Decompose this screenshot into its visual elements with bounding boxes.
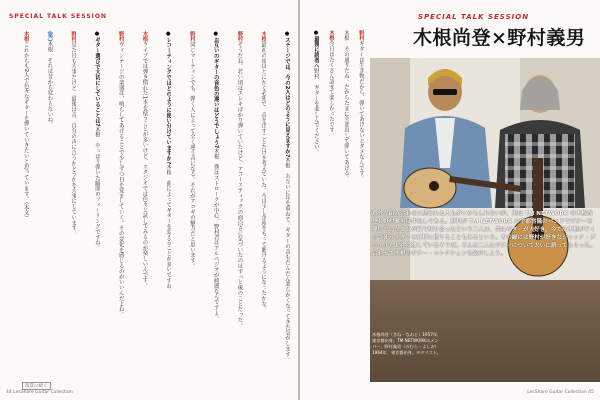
body-text: 木根 その通りだね。だからたまに全部出して弾いてあげる。 [343, 30, 349, 182]
question-text: ●お互いのギターの音色の違いはどうでしょう? [212, 31, 219, 149]
magazine-title: LesShare Guitar Collection [527, 390, 587, 395]
body-text: 木根 それは昔から変わらないね。 [46, 41, 53, 128]
speaker-name: 野村 [358, 30, 364, 41]
body-text: ヴィンテージの楽器は、鳴らしてあげることで少しずつ目を覚ましていく。その変化を感じるのがいいんだよね。 [117, 41, 124, 318]
photo-lower-area [370, 280, 600, 382]
question-text: ●ステージでは、今の2人はどのように見えますか? [284, 31, 290, 158]
body-text: 木根 曲によってギターを変えることが多いですね。 [165, 164, 172, 294]
body-text: 同じマーティンでも、弾く人によって全く違う音になる。それがアコギの魅力だと思います。 [189, 41, 195, 269]
photo-caption: 木根尚登（きね・なおと）1957年、東京都出身。TM NETWORKのメンバー。野村義男（のむら・よしお）1964年、東京都出身。ギタリスト。 [372, 332, 442, 355]
body-text: これからも2人で色々なギターを弾いていきたいと思っています。 [22, 41, 29, 202]
question-text: ●最後に読者へ [313, 30, 319, 69]
body-text: 木根 お互いに年を重ねて、ギターの音もだんだん柔らかくなってきた気がします。 [284, 157, 290, 363]
speaker-name: 木根 [260, 31, 267, 42]
speaker-name: 木根 [22, 31, 29, 42]
right-interview-column [336, 30, 349, 382]
left-interview-column [222, 31, 243, 383]
body-text: 野村 ギターを楽しんでください。 [313, 68, 319, 155]
left-interview-column [8, 31, 29, 383]
body-text: 木根 僕はストロークが中心。野村君はアルペジオが綺麗なんですよ。 [212, 148, 219, 321]
speaker-name: 木根 [328, 30, 334, 41]
body-text: 木根 やっぱり弾いた瞬間のフィーリングですね。 [94, 126, 100, 251]
speaker-name: 野村 [70, 31, 77, 42]
page-footer-right [527, 390, 594, 395]
article-title: 木根尚登×野村義男 [413, 27, 586, 49]
body-text: そうだね。若い頃はエレキばかり弾いていたけど、アコースティックの面白さに気づいたのはずっと後のことだった。 [236, 41, 243, 329]
speaker-name: 野村 [236, 31, 243, 42]
left-interview-column [56, 31, 77, 383]
left-interview-column [32, 31, 53, 383]
section-kicker: SPECIAL TALK SESSION [9, 13, 107, 20]
speaker-name: 木根 [141, 31, 148, 42]
right-page [300, 0, 600, 400]
speaker-name: 野村 [189, 31, 195, 42]
body-text: 今日はたくさん話せて楽しかったです。 [328, 40, 334, 139]
title-kicker: SPECIAL TALK SESSION [418, 13, 530, 21]
body-text: ギターは生き物だから、弾いてあげないとダメなんです。 [358, 40, 364, 182]
right-interview-column [351, 30, 364, 382]
left-interview-column [174, 31, 195, 383]
magazine-title: LesShare Guitar Collection [13, 390, 73, 395]
left-interview-column [103, 31, 124, 383]
body-text: (笑) [46, 31, 53, 42]
body-text: ライブでは弾き慣れた1本を使うことが多いけど、スタジオでは色々と試してみるのが楽しいんです。 [141, 41, 148, 289]
body-text: 最初の頃はとにかく必死で、音を出すことだけを考えていた。今は少し余裕をもって聴けるようになったかな。 [260, 41, 267, 312]
continue-note: 次頁に続く [22, 382, 51, 390]
left-interview-column [151, 31, 172, 383]
left-interview-column [246, 31, 267, 383]
page-footer-left [6, 390, 73, 395]
interview-columns [8, 31, 290, 383]
article-intro: 意外な組み合わせに思われる人も多いかもしれないが、実は TM NETWORK の木根尚登と野村義男は仲良しである。野村が TM NETWORK の宇都宮隆のバンドでギターを弾いていたことが縁で知り合ったという二人は、共にギターが大好き。今では木根がライヴで使うギターを野村に借りることもあるという。その縁には野村が好きなジャック・ダニエルもお礼に渡しているそうだ。そんな二人にギターについて大いに語ってもらった。合わせて木根のギター・コレクションも紹介しよう。 [372, 211, 596, 257]
page-number: 44 [6, 390, 12, 395]
question-text: ●レコーディングではどのように使い分けていますか? [165, 31, 172, 165]
left-interview-column [79, 31, 100, 383]
left-interview-column [269, 31, 290, 383]
body-text: （本文） [22, 201, 29, 221]
right-interview-column [306, 30, 319, 382]
interview-side-columns [306, 30, 364, 382]
right-interview-column [321, 30, 334, 382]
left-page [0, 0, 298, 400]
left-interview-column [127, 31, 148, 383]
question-text: ●ギター選びで大切にしていることは? [94, 31, 100, 127]
speaker-name: 野村 [117, 31, 124, 42]
body-text: 見た目も大事だけど、最後は音。自分の声に合うかどうかを大事にしています。 [70, 41, 77, 237]
left-interview-column [198, 31, 219, 383]
page-number: 45 [588, 390, 594, 395]
